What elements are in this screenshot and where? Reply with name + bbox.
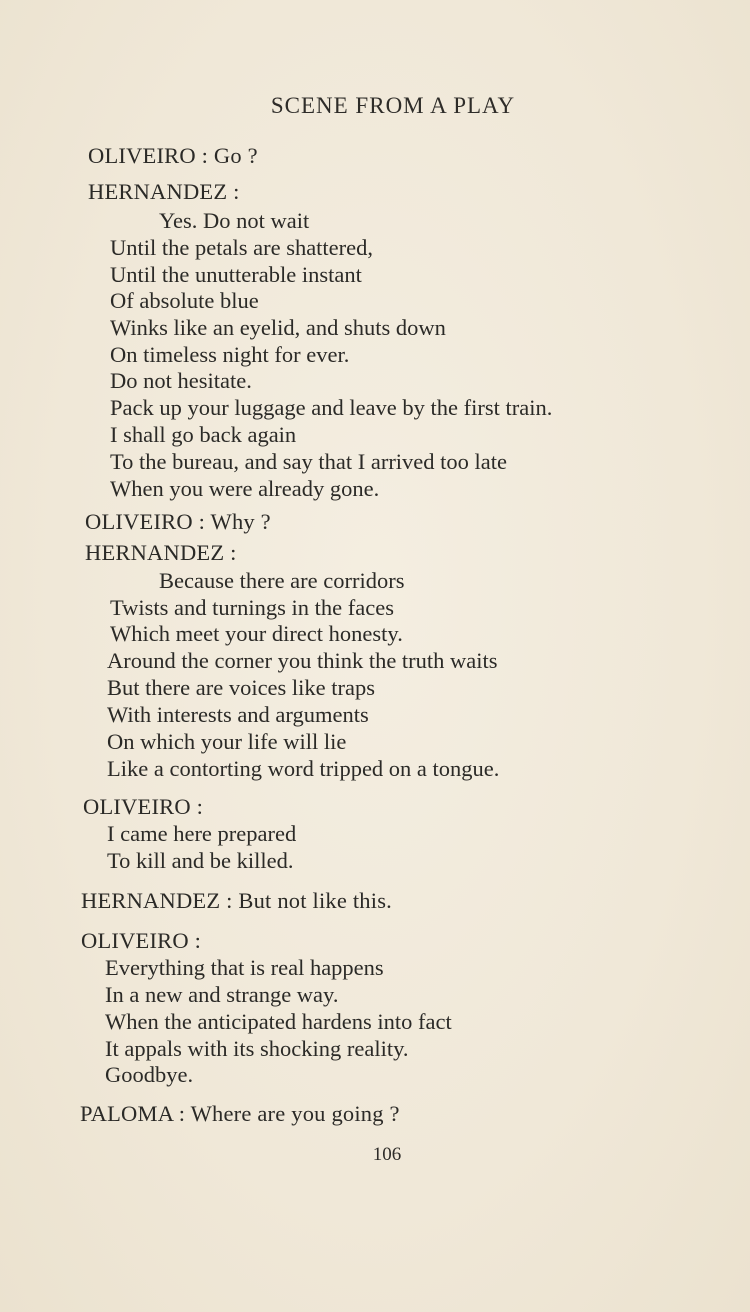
verse-line: Around the corner you think the truth waits [107,648,498,673]
verse-line: On timeless night for ever. [110,342,350,367]
verse-line: Which meet your direct honesty. [110,621,403,646]
verse-line: When the anticipated hardens into fact [105,1009,452,1034]
speaker-line: HERNANDEZ : But not like this. [81,888,392,913]
verse-line: Of absolute blue [110,288,259,313]
verse-line: Until the petals are shattered, [110,235,374,260]
verse-line: Like a contorting word tripped on a tongue. [107,756,500,781]
speaker-line: PALOMA : Where are you going ? [80,1101,400,1126]
verse-line: Everything that is real happens [105,955,384,980]
page-number: 106 [372,1144,402,1165]
speaker-line: OLIVEIRO : Why ? [85,509,271,534]
verse-line: Do not hesitate. [110,368,252,393]
verse-line: To the bureau, and say that I arrived too late [110,449,508,474]
verse-line: When you were already gone. [110,476,380,501]
verse-line: Because there are corridors [159,568,405,593]
verse-line: In a new and strange way. [105,982,339,1007]
speaker-line: OLIVEIRO : [81,928,202,953]
speaker-line: HERNANDEZ : [88,179,240,204]
verse-line: It appals with its shocking reality. [105,1036,409,1061]
verse-line: Yes. Do not wait [159,208,310,233]
verse-line: On which your life will lie [107,729,347,754]
verse-line: I came here prepared [107,821,297,846]
verse-line: With interests and arguments [107,702,369,727]
verse-line: Until the unutterable instant [110,262,362,287]
speaker-line: HERNANDEZ : [85,540,237,565]
speaker-line: OLIVEIRO : Go ? [88,143,258,168]
verse-line: Winks like an eyelid, and shuts down [110,315,446,340]
verse-line: To kill and be killed. [107,848,294,873]
verse-line: Pack up your luggage and leave by the first train. [110,395,553,420]
verse-line: I shall go back again [110,422,297,447]
verse-line: But there are voices like traps [107,675,376,700]
speaker-line: OLIVEIRO : [83,794,204,819]
verse-line: Goodbye. [105,1062,194,1087]
verse-line: Twists and turnings in the faces [110,595,394,620]
running-head: SCENE FROM A PLAY [270,93,516,118]
